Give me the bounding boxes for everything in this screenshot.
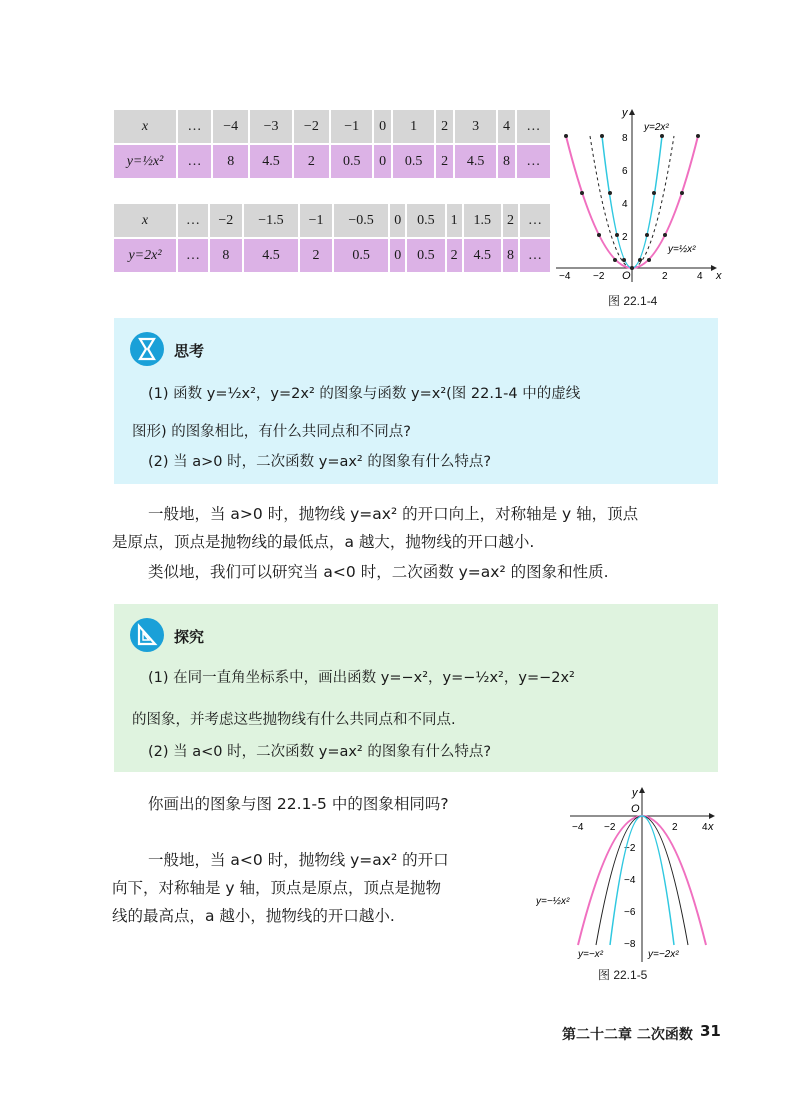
table-cell: 0.5 [407,239,444,272]
table-cell: 4 [498,110,515,143]
curve-label-neg: y=−x² [578,949,604,960]
table-cell: −2 [210,204,242,237]
table-cell: … [178,239,208,272]
set-square-icon [130,618,164,652]
explore-line-3: (2) 当 a<0 时，二次函数 y=ax² 的图象有什么特点? [148,744,492,760]
explore-box [114,604,718,772]
table-cell: 0 [390,239,405,272]
table-cell: 4.5 [464,239,501,272]
table-cell: … [520,204,550,237]
x-tick-label: 2 [672,822,678,833]
table-cell: 4.5 [244,239,298,272]
table-cell: 2 [294,145,329,178]
explore-line-1: (1) 在同一直角坐标系中，画出函数 y=−x²，y=−½x²，y=−2x² [148,670,575,686]
table-cell: 2 [436,110,453,143]
axis-y-label: y [632,787,638,799]
x-tick-label: −2 [593,271,605,282]
table-cell: 2 [503,204,518,237]
y-tick-label: −6 [624,907,636,918]
table-cell: −1 [331,110,372,143]
table-cell: −3 [250,110,291,143]
table-row [114,145,550,178]
hourglass-icon [130,332,164,366]
table-row [114,239,550,272]
origin-label: O [622,270,631,282]
table-cell: 8 [210,239,242,272]
table-cell: … [178,204,208,237]
table-cell: 2 [300,239,332,272]
axis-x-label: x [708,821,714,833]
curve-label-neg-2: y=−2x² [648,949,679,960]
table-cell: 3 [455,110,496,143]
origin-label: O [631,803,640,815]
table-cell: −0.5 [334,204,388,237]
x-tick-label: −4 [572,822,584,833]
table-cell: 8 [213,145,248,178]
explore-line-2: 的图象，并考虑这些抛物线有什么共同点和不同点. [132,712,456,728]
table-cell: 1 [393,110,434,143]
table-cell: 4.5 [250,145,291,178]
table-cell: 0.5 [334,239,388,272]
y-tick-label: 6 [622,166,628,177]
table-cell: y=2x² [114,239,176,272]
explore-title: 探究 [174,628,205,646]
paragraph: 你画出的图象与图 22.1-5 中的图象相同吗? [148,795,449,813]
curve-label-2x2: y=2x² [644,122,669,133]
figure-22-1-5 [536,782,716,964]
table-cell: x [114,204,176,237]
think-line-1: (1) 函数 y=½x²，y=2x² 的图象与函数 y=x²(图 22.1-4 中的虚线 [148,386,581,402]
y-tick-label: −4 [624,875,636,886]
table-cell: … [178,145,211,178]
table-cell: 0.5 [331,145,372,178]
think-line-2: 图形) 的图象相比，有什么共同点和不同点? [132,424,411,440]
axis-x-label: x [716,270,722,282]
page-number: 31 [700,1022,721,1040]
x-tick-label: −4 [559,271,571,282]
table-cell: 0 [374,145,391,178]
y-tick-label: −8 [624,939,636,950]
table-row [114,110,550,143]
y-tick-label: 2 [622,232,628,243]
paragraph: 一般地，当 a<0 时，抛物线 y=ax² 的开口 [148,851,449,869]
y-tick-label: −2 [624,843,636,854]
curve-label-neg-half: y=−½x² [536,896,570,907]
y-tick-label: 8 [622,133,628,144]
x-tick-label: 4 [702,822,708,833]
table-cell: … [520,239,550,272]
paragraph: 是原点，顶点是抛物线的最低点，a 越大，抛物线的开口越小. [112,533,535,551]
curve-label-half-x2: y=½x² [668,244,696,255]
table-cell: −2 [294,110,329,143]
paragraph: 线的最高点，a 越小，抛物线的开口越小. [112,907,395,925]
table-cell: … [517,145,550,178]
paragraph: 向下，对称轴是 y 轴，顶点是原点，顶点是抛物 [112,879,442,897]
table-cell: … [517,110,550,143]
table-cell: 8 [503,239,518,272]
figure-caption: 图 22.1-4 [608,294,658,308]
table-cell: y=½x² [114,145,176,178]
table-row [114,204,550,237]
table-cell: x [114,110,176,143]
figure-caption: 图 22.1-5 [598,968,648,982]
footer-chapter: 第二十二章 二次函数 [562,1027,693,1043]
think-box [114,318,718,484]
table-cell: −1.5 [244,204,298,237]
paragraph: 类似地，我们可以研究当 a<0 时，二次函数 y=ax² 的图象和性质. [148,563,609,581]
value-table-1 [112,108,552,180]
table-cell: 0 [390,204,405,237]
table-cell: −4 [213,110,248,143]
figure-22-1-4 [556,104,724,286]
table-cell: 2 [436,145,453,178]
table-cell: 0.5 [393,145,434,178]
think-line-3: (2) 当 a>0 时，二次函数 y=ax² 的图象有什么特点? [148,454,492,470]
table-cell: 1.5 [464,204,501,237]
axis-y-label: y [622,107,628,119]
x-tick-label: −2 [604,822,616,833]
table-cell: 0.5 [407,204,444,237]
table-cell: 0 [374,110,391,143]
y-tick-label: 4 [622,199,628,210]
x-tick-label: 4 [697,271,703,282]
paragraph: 一般地，当 a>0 时，抛物线 y=ax² 的开口向上，对称轴是 y 轴，顶点 [148,505,639,523]
value-table-2 [112,202,552,274]
table-cell: 2 [447,239,462,272]
table-cell: … [178,110,211,143]
table-cell: −1 [300,204,332,237]
x-tick-label: 2 [662,271,668,282]
table-cell: 4.5 [455,145,496,178]
think-title: 思考 [174,342,205,360]
table-cell: 8 [498,145,515,178]
table-cell: 1 [447,204,462,237]
